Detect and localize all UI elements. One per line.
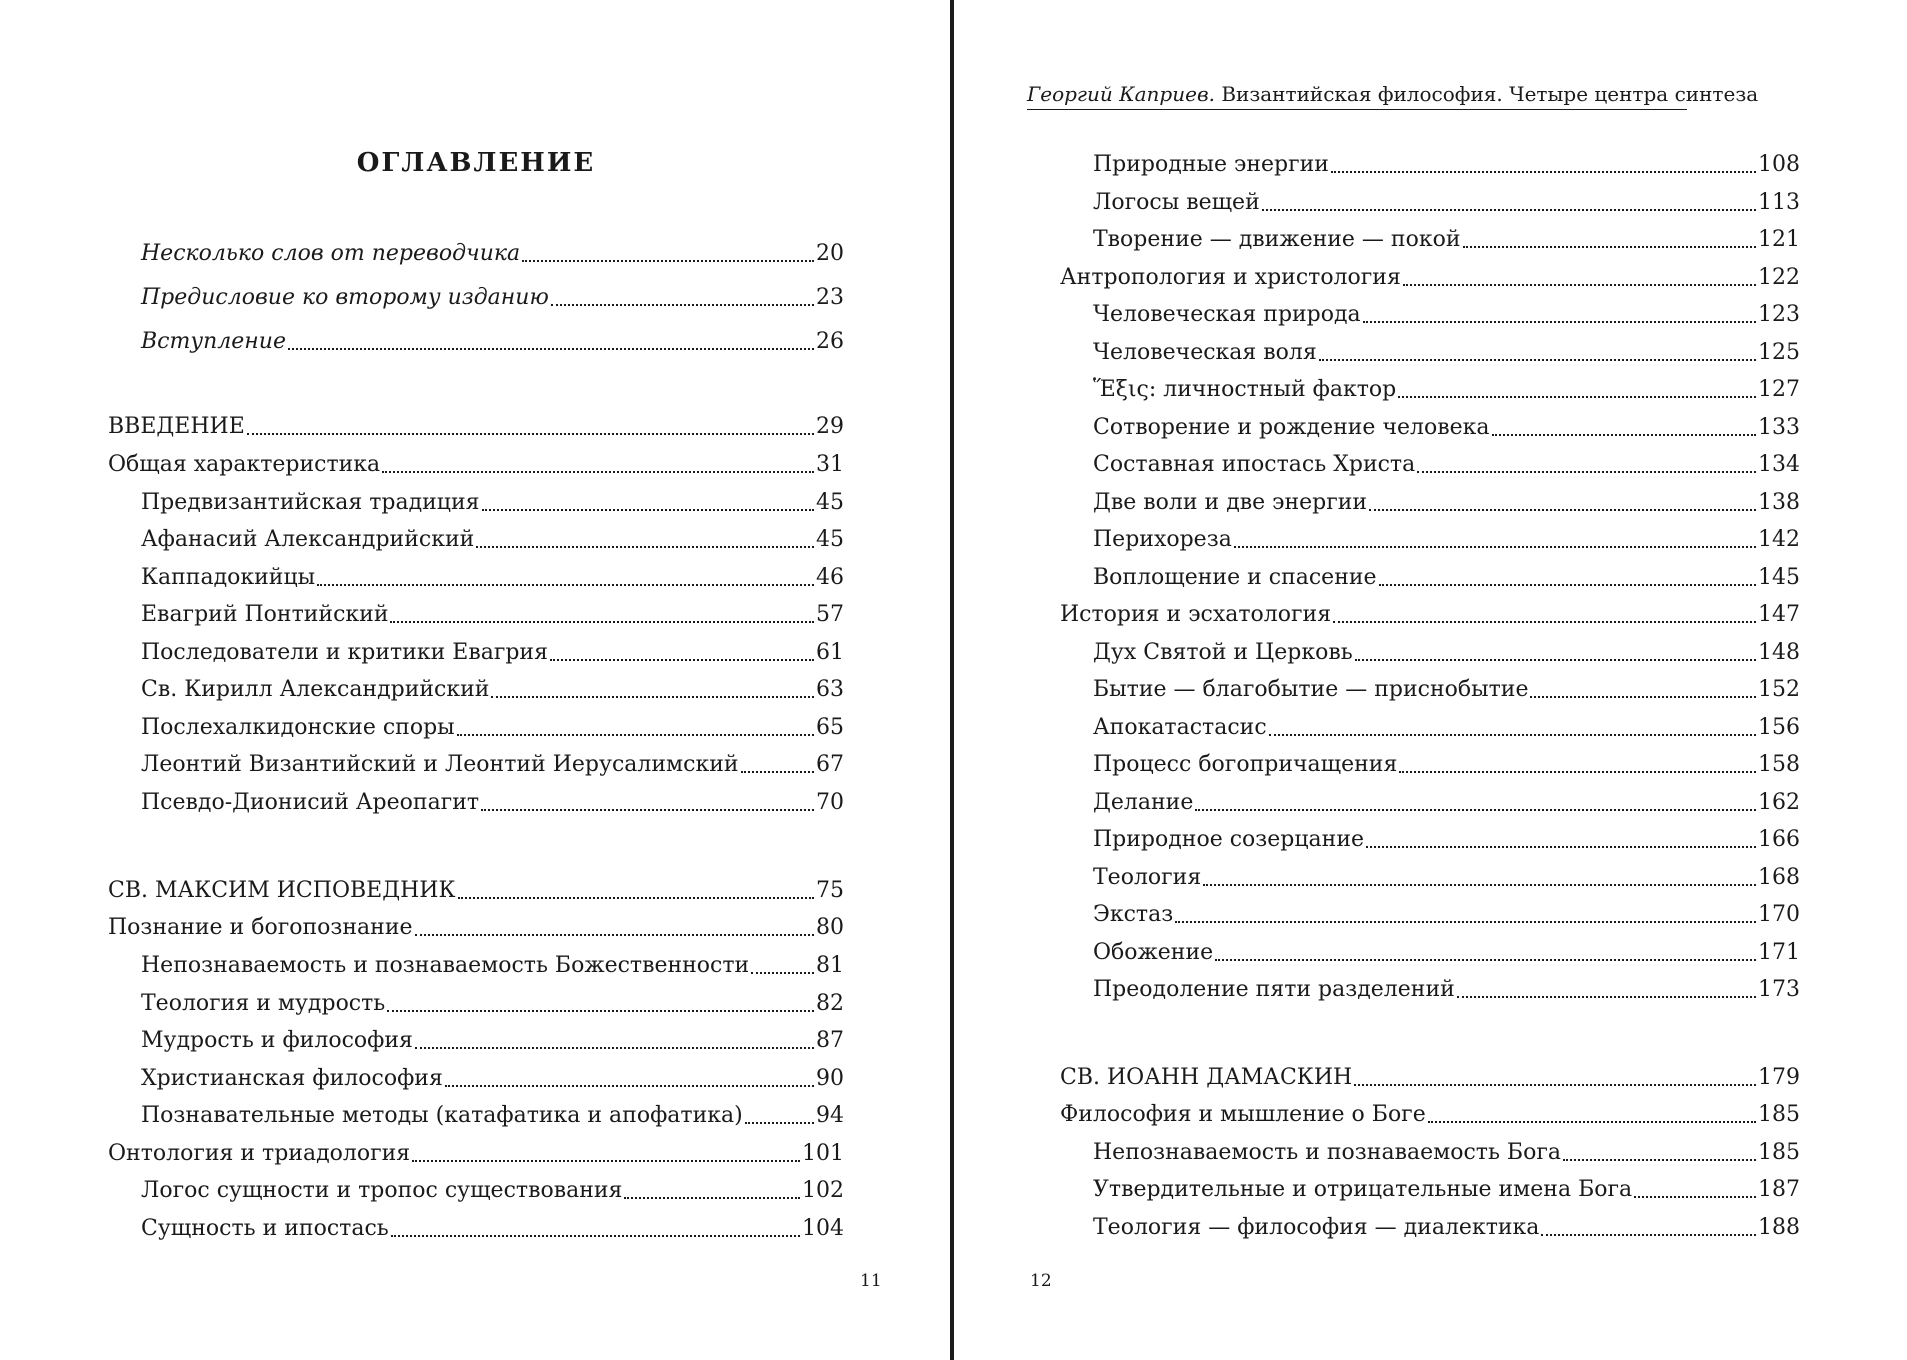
- toc-entry[interactable]: [141, 1177, 844, 1205]
- dot-leader: [1355, 658, 1756, 661]
- dot-leader: [522, 259, 814, 262]
- toc-entry-page: 57: [816, 602, 844, 627]
- dot-leader: [491, 695, 814, 698]
- dot-leader: [550, 658, 814, 661]
- toc-entry[interactable]: [141, 990, 844, 1018]
- toc-entry[interactable]: [1093, 939, 1800, 967]
- toc-entry[interactable]: [141, 564, 844, 592]
- dot-leader: [741, 770, 814, 773]
- toc-entry-label: Логос сущности и тропос существования: [141, 1178, 623, 1203]
- toc-entry-label: Непознаваемость и познаваемость Бога: [1093, 1140, 1561, 1165]
- toc-entry[interactable]: [1093, 826, 1800, 854]
- toc-entry[interactable]: [1093, 226, 1800, 254]
- toc-entry[interactable]: [1093, 489, 1800, 517]
- toc-entry-page: 133: [1758, 415, 1800, 440]
- dot-leader: [415, 1046, 814, 1049]
- toc-entry[interactable]: [1060, 264, 1800, 292]
- page-number: 11: [860, 1271, 882, 1291]
- dot-leader: [1530, 695, 1756, 698]
- dot-leader: [288, 347, 814, 350]
- toc-entry[interactable]: [1093, 639, 1800, 667]
- toc-entry-label: СВ. МАКСИМ ИСПОВЕДНИК: [108, 878, 456, 903]
- toc-entry[interactable]: [141, 1027, 844, 1055]
- toc-entry[interactable]: [141, 240, 844, 268]
- toc-entry-page: 127: [1758, 377, 1800, 402]
- toc-entry-label: Преодоление пяти разделений: [1093, 977, 1455, 1002]
- toc-entry-label: Послехалкидонские споры: [141, 715, 455, 740]
- toc-entry-page: 80: [816, 915, 844, 940]
- toc-entry-page: 23: [816, 285, 844, 310]
- toc-entry-label: Онтология и триадология: [108, 1141, 411, 1166]
- left-page: [0, 0, 952, 1360]
- toc-entry-label: История и эсхатология: [1060, 602, 1332, 627]
- toc-entry-label: Логосы вещей: [1093, 190, 1260, 215]
- dot-leader: [1403, 283, 1756, 286]
- dot-leader: [1369, 508, 1756, 511]
- dot-leader: [624, 1196, 800, 1199]
- toc-entry-label: Перихореза: [1093, 527, 1232, 552]
- toc-entry-page: 162: [1758, 790, 1800, 815]
- dot-leader: [476, 545, 814, 548]
- dot-leader: [1262, 208, 1756, 211]
- dot-leader: [481, 808, 814, 811]
- toc-entry-label: Христианская философия: [141, 1066, 443, 1091]
- toc-entry[interactable]: [1093, 1214, 1800, 1242]
- dot-leader: [745, 1121, 814, 1124]
- toc-entry-page: 65: [816, 715, 844, 740]
- toc-entry[interactable]: [108, 451, 844, 479]
- toc-entry[interactable]: [141, 1215, 844, 1243]
- toc-entry[interactable]: [1093, 564, 1800, 592]
- toc-entry-label: Ἕξις: личностный фактор: [1093, 377, 1397, 402]
- toc-entry-page: 61: [816, 640, 844, 665]
- toc-entry-page: 29: [816, 414, 844, 439]
- toc-entry-page: 75: [816, 878, 844, 903]
- toc-entry[interactable]: [1093, 189, 1800, 217]
- toc-entry-page: 26: [816, 329, 844, 354]
- toc-entry[interactable]: [141, 489, 844, 517]
- toc-entry-page: 168: [1758, 865, 1800, 890]
- toc-entry-label: Апокатастасис: [1093, 715, 1267, 740]
- dot-leader: [1319, 358, 1756, 361]
- dot-leader: [751, 971, 814, 974]
- toc-entry-page: 101: [802, 1141, 844, 1166]
- toc-entry-label: Обожение: [1093, 940, 1214, 965]
- toc-entry[interactable]: [1093, 976, 1800, 1004]
- toc-entry-page: 166: [1758, 827, 1800, 852]
- toc-entry-label: Экстаз: [1093, 902, 1174, 927]
- dot-leader: [1398, 395, 1756, 398]
- toc-entry-label: Человеческая воля: [1093, 340, 1317, 365]
- toc-entry-page: 158: [1758, 752, 1800, 777]
- dot-leader: [1195, 808, 1756, 811]
- dot-leader: [1428, 1120, 1756, 1123]
- toc-entry-label: Познавательные методы (катафатика и апофатика): [141, 1103, 743, 1128]
- dot-leader: [1363, 320, 1756, 323]
- dot-leader: [387, 1009, 814, 1012]
- toc-entry-page: 147: [1758, 602, 1800, 627]
- toc-entry-page: 122: [1758, 265, 1800, 290]
- dot-leader: [458, 896, 815, 899]
- toc-entry-page: 134: [1758, 452, 1800, 477]
- toc-entry[interactable]: [108, 413, 844, 441]
- toc-entry[interactable]: [1093, 451, 1800, 479]
- dot-leader: [1203, 883, 1756, 886]
- toc-entry-page: 145: [1758, 565, 1800, 590]
- toc-entry-label: СВ. ИОАНН ДАМАСКИН: [1060, 1065, 1353, 1090]
- toc-entry-label: ВВЕДЕНИЕ: [108, 414, 245, 439]
- toc-entry-page: 156: [1758, 715, 1800, 740]
- toc-entry-label: Каппадокийцы: [141, 565, 316, 590]
- dot-leader: [1234, 545, 1756, 548]
- dot-leader: [1399, 770, 1756, 773]
- toc-entry-label: Непознаваемость и познаваемость Божественности: [141, 953, 750, 978]
- right-page: [956, 0, 1907, 1360]
- toc-entry-label: Сущность и ипостась: [141, 1216, 389, 1241]
- toc-entry-page: 185: [1758, 1140, 1800, 1165]
- toc-entry-label: Природные энергии: [1093, 152, 1329, 177]
- toc-entry-label: Мудрость и философия: [141, 1028, 413, 1053]
- toc-entry-page: 82: [816, 991, 844, 1016]
- toc-entry[interactable]: [108, 914, 844, 942]
- dot-leader: [482, 508, 815, 511]
- dot-leader: [415, 933, 815, 936]
- toc-entry-label: Предвизантийская традиция: [141, 490, 480, 515]
- toc-entry-label: Антропология и христология: [1060, 265, 1401, 290]
- toc-entry-page: 63: [816, 677, 844, 702]
- toc-entry-label: Две воли и две энергии: [1093, 490, 1368, 515]
- toc-entry-page: 152: [1758, 677, 1800, 702]
- toc-entry-label: Афанасий Александрийский: [141, 527, 475, 552]
- toc-entry[interactable]: [108, 1140, 844, 1168]
- toc-entry[interactable]: [1093, 526, 1800, 554]
- toc-entry-page: 148: [1758, 640, 1800, 665]
- toc-entry[interactable]: [141, 526, 844, 554]
- toc-entry[interactable]: [141, 639, 844, 667]
- toc-entry-page: 171: [1758, 940, 1800, 965]
- toc-entry-label: Теология — философия — диалектика: [1093, 1215, 1540, 1240]
- toc-entry-page: 173: [1758, 977, 1800, 1002]
- toc-entry[interactable]: [1093, 864, 1800, 892]
- toc-entry-page: 125: [1758, 340, 1800, 365]
- book-spine: [950, 0, 954, 1360]
- toc-entry-label: Теология: [1093, 865, 1202, 890]
- toc-entry-label: Сотворение и рождение человека: [1093, 415, 1490, 440]
- toc-entry[interactable]: [141, 1102, 844, 1130]
- toc-entry-page: 81: [816, 953, 844, 978]
- dot-leader: [317, 583, 814, 586]
- toc-entry-page: 108: [1758, 152, 1800, 177]
- toc-entry-label: Последователи и критики Евагрия: [141, 640, 548, 665]
- dot-leader: [1634, 1195, 1756, 1198]
- toc-entry-page: 142: [1758, 527, 1800, 552]
- dot-leader: [1541, 1233, 1756, 1236]
- dot-leader: [1175, 920, 1756, 923]
- dot-leader: [1333, 620, 1756, 623]
- dot-leader: [382, 470, 814, 473]
- toc-entry-page: 187: [1758, 1177, 1800, 1202]
- toc-entry-label: Философия и мышление о Боге: [1060, 1102, 1426, 1127]
- toc-entry-page: 188: [1758, 1215, 1800, 1240]
- toc-entry-page: 185: [1758, 1102, 1800, 1127]
- toc-entry[interactable]: [141, 328, 844, 356]
- dot-leader: [1215, 958, 1756, 961]
- dot-leader: [1463, 245, 1757, 248]
- dot-leader: [1563, 1158, 1756, 1161]
- page-number: 12: [1030, 1271, 1052, 1291]
- toc-title: ОГЛАВЛЕНИЕ: [356, 148, 596, 178]
- dot-leader: [1379, 583, 1756, 586]
- toc-entry-label: Вступление: [141, 329, 286, 354]
- toc-entry-page: 45: [816, 527, 844, 552]
- toc-entry-label: Евагрий Понтийский: [141, 602, 389, 627]
- toc-entry-label: Несколько слов от переводчика: [141, 241, 521, 266]
- dot-leader: [390, 620, 814, 623]
- toc-entry-label: Предисловие ко второму изданию: [141, 285, 549, 310]
- toc-entry-page: 102: [802, 1178, 844, 1203]
- toc-entry-label: Составная ипостась Христа: [1093, 452, 1416, 477]
- dot-leader: [1269, 733, 1756, 736]
- toc-entry-page: 20: [816, 241, 844, 266]
- header-author: Георгий Каприев.: [1027, 82, 1215, 106]
- toc-entry-label: Псевдо-Дионисий Ареопагит: [141, 790, 480, 815]
- dot-leader: [412, 1159, 800, 1162]
- toc-entry-label: Делание: [1093, 790, 1194, 815]
- toc-entry[interactable]: [108, 877, 844, 905]
- header-title: Византийская философия. Четыре центра синтеза: [1221, 82, 1759, 106]
- toc-entry[interactable]: [141, 751, 844, 779]
- toc-entry[interactable]: [141, 676, 844, 704]
- toc-entry-label: Познание и богопознание: [108, 915, 413, 940]
- toc-entry[interactable]: [1060, 1064, 1800, 1092]
- toc-entry[interactable]: [1093, 751, 1800, 779]
- toc-entry[interactable]: [1093, 1176, 1800, 1204]
- toc-entry[interactable]: [141, 601, 844, 629]
- dot-leader: [445, 1084, 814, 1087]
- dot-leader: [247, 432, 814, 435]
- toc-entry-label: Утвердительные и отрицательные имена Бога: [1093, 1177, 1633, 1202]
- dot-leader: [457, 733, 814, 736]
- toc-entry-page: 67: [816, 752, 844, 777]
- toc-entry-label: Леонтий Византийский и Леонтий Иерусалимский: [141, 752, 739, 777]
- toc-entry[interactable]: [1093, 1139, 1800, 1167]
- toc-entry-label: Воплощение и спасение: [1093, 565, 1377, 590]
- dot-leader: [1366, 845, 1756, 848]
- toc-entry-page: 31: [816, 452, 844, 477]
- toc-entry-label: Бытие — благобытие — приснобытие: [1093, 677, 1529, 702]
- toc-entry[interactable]: [1060, 1101, 1800, 1129]
- toc-entry[interactable]: [1093, 414, 1800, 442]
- toc-entry-label: Общая характеристика: [108, 452, 381, 477]
- toc-entry-page: 70: [816, 790, 844, 815]
- toc-entry[interactable]: [141, 714, 844, 742]
- toc-entry[interactable]: [1093, 376, 1800, 404]
- toc-entry[interactable]: [1093, 901, 1800, 929]
- toc-entry-page: 121: [1758, 227, 1800, 252]
- toc-entry-label: Дух Святой и Церковь: [1093, 640, 1353, 665]
- toc-entry-label: Природное созерцание: [1093, 827, 1365, 852]
- toc-entry[interactable]: [1060, 601, 1800, 629]
- toc-entry[interactable]: [1093, 339, 1800, 367]
- dot-leader: [1331, 170, 1756, 173]
- toc-entry-page: 87: [816, 1028, 844, 1053]
- toc-entry-label: Св. Кирилл Александрийский: [141, 677, 490, 702]
- dot-leader: [391, 1234, 800, 1237]
- dot-leader: [1457, 995, 1756, 998]
- toc-entry-label: Творение — движение — покой: [1093, 227, 1461, 252]
- toc-entry-page: 138: [1758, 490, 1800, 515]
- toc-entry-page: 170: [1758, 902, 1800, 927]
- toc-entry[interactable]: [1093, 301, 1800, 329]
- toc-entry-page: 123: [1758, 302, 1800, 327]
- toc-entry[interactable]: [1093, 676, 1800, 704]
- toc-entry[interactable]: [1093, 151, 1800, 179]
- dot-leader: [551, 303, 814, 306]
- toc-entry-page: 46: [816, 565, 844, 590]
- toc-entry-page: 179: [1758, 1065, 1800, 1090]
- toc-entry[interactable]: [141, 284, 844, 312]
- toc-entry-label: Процесс богопричащения: [1093, 752, 1398, 777]
- toc-entry-label: Теология и мудрость: [141, 991, 386, 1016]
- toc-entry-page: 113: [1758, 190, 1800, 215]
- toc-entry-page: 90: [816, 1066, 844, 1091]
- toc-entry[interactable]: [141, 1065, 844, 1093]
- toc-entry-page: 45: [816, 490, 844, 515]
- dot-leader: [1417, 470, 1756, 473]
- toc-entry-page: 104: [802, 1216, 844, 1241]
- toc-entry-label: Человеческая природа: [1093, 302, 1361, 327]
- toc-entry[interactable]: [1093, 789, 1800, 817]
- running-header: [1027, 82, 1759, 110]
- toc-entry-page: 94: [816, 1103, 844, 1128]
- toc-entry[interactable]: [141, 789, 844, 817]
- dot-leader: [1354, 1083, 1756, 1086]
- toc-entry[interactable]: [141, 952, 844, 980]
- dot-leader: [1492, 433, 1756, 436]
- toc-entry[interactable]: [1093, 714, 1800, 742]
